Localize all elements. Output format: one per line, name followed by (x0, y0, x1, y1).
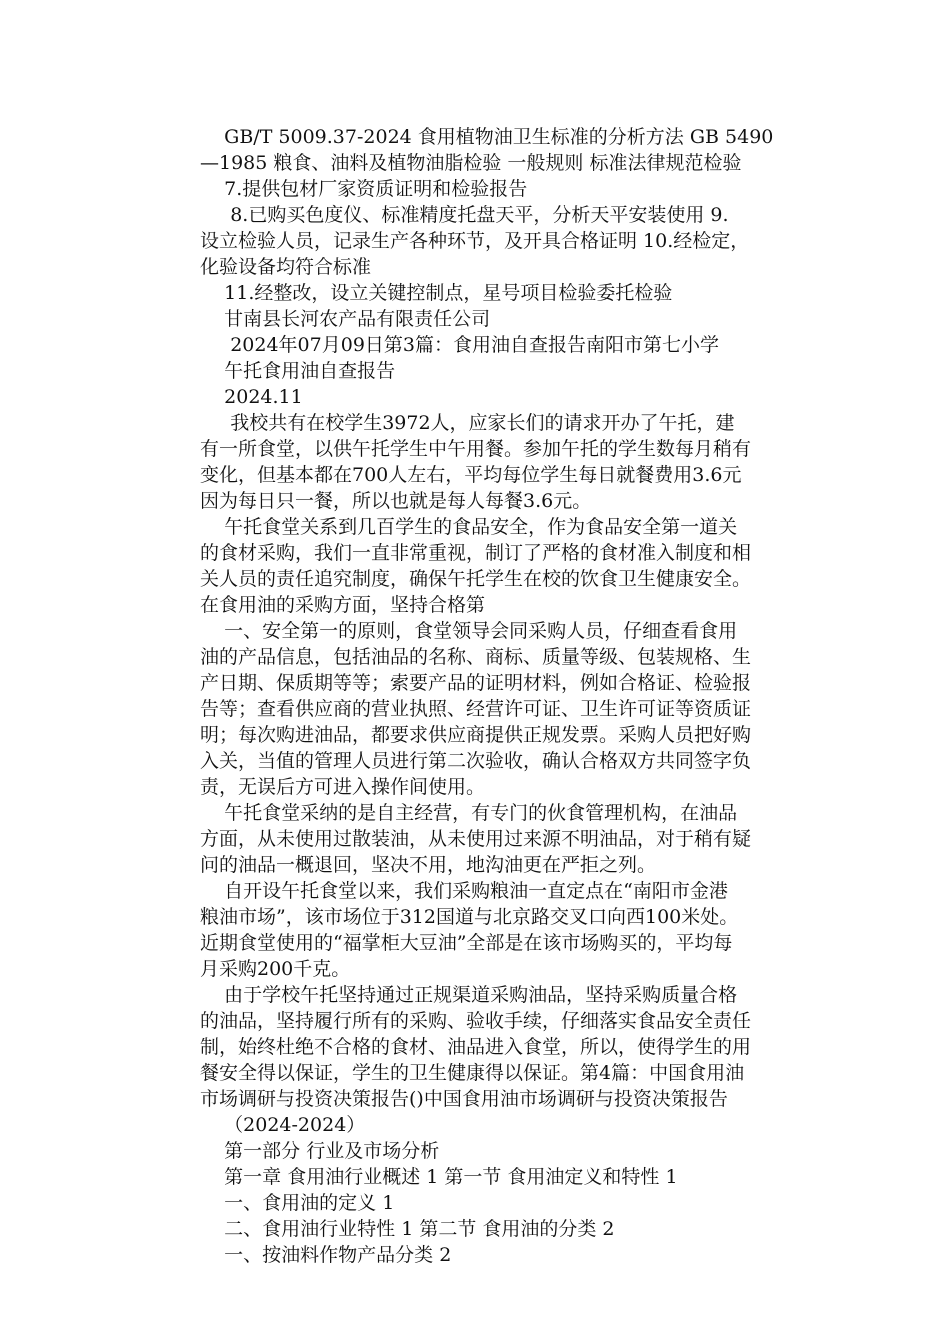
text-line: 第一部分 行业及市场分析 (200, 1140, 440, 1162)
text-line: 一、安全第一的原则，食堂领导会同采购人员，仔细查看食用 (200, 620, 738, 642)
text-line: 粮油市场”，该市场位于312国道与北京路交叉口向西100米处。 (200, 906, 739, 928)
text-line: 7.提供包材厂家资质证明和检验报告 (200, 178, 528, 200)
text-line: 午托食用油自查报告 (200, 360, 396, 382)
text-line: 由于学校午托坚持通过正规渠道采购油品，坚持采购质量合格 (200, 984, 738, 1006)
text-line: 化验设备均符合标准 (200, 256, 372, 278)
text-line: 餐安全得以保证，学生的卫生健康得以保证。第4篇：中国食用油 (200, 1062, 745, 1084)
text-line: 自开设午托食堂以来，我们采购粮油一直定点在“南阳市金港 (200, 880, 728, 902)
text-line: 明；每次购进油品，都要求供应商提供正规发票。采购人员把好购 (200, 724, 752, 746)
text-line: GB/T 5009.37-2024 食用植物油卫生标准的分析方法 GB 5490 (200, 126, 774, 148)
text-line: 产日期、保质期等等；索要产品的证明材料，例如合格证、检验报 (200, 672, 752, 694)
text-line: 告等；查看供应商的营业执照、经营许可证、卫生许可证等资质证 (200, 698, 752, 720)
text-line: 午托食堂关系到几百学生的食品安全，作为食品安全第一道关 (200, 516, 738, 538)
text-line: 一、食用油的定义 1 (200, 1192, 395, 1214)
text-line: 因为每日只一餐，所以也就是每人每餐3.6元。 (200, 490, 592, 512)
text-line: 午托食堂采纳的是自主经营，有专门的伙食管理机构，在油品 (200, 802, 738, 824)
text-line: 8.已购买色度仪、标准精度托盘天平，分析天平安装使用 9. (200, 204, 729, 226)
text-line: 二、食用油行业特性 1 第二节 食用油的分类 2 (200, 1218, 615, 1240)
text-line: 市场调研与投资决策报告()中国食用油市场调研与投资决策报告 (200, 1088, 728, 1110)
text-line: 第一章 食用油行业概述 1 第一节 食用油定义和特性 1 (200, 1166, 678, 1188)
text-line: 方面，从未使用过散装油，从未使用过来源不明油品，对于稍有疑 (200, 828, 752, 850)
text-line: 问的油品一概退回，坚决不用，地沟油更在严拒之列。 (200, 854, 657, 876)
text-line: 我校共有在校学生3972人，应家长们的请求开办了午托，建 (200, 412, 735, 434)
text-line: 制，始终杜绝不合格的食材、油品进入食堂，所以，使得学生的用 (200, 1036, 752, 1058)
text-line: 在食用油的采购方面，坚持合格第 (200, 594, 486, 616)
text-line: 一、按油料作物产品分类 2 (200, 1244, 452, 1266)
text-line: 2024.11 (200, 386, 303, 408)
text-line: 甘南县长河农产品有限责任公司 (200, 308, 491, 330)
text-line: 关人员的责任追究制度，确保午托学生在校的饮食卫生健康安全。 (200, 568, 752, 590)
text-line: 责，无误后方可进入操作间使用。 (200, 776, 486, 798)
text-line: 设立检验人员，记录生产各种环节，及开具合格证明 10.经检定， (200, 230, 750, 252)
text-line: 近期食堂使用的“福掌柜大豆油”全部是在该市场购买的，平均每 (200, 932, 733, 954)
text-line: （2024-2024） (200, 1114, 366, 1136)
text-line: 的食材采购，我们一直非常重视，制订了严格的食材准入制度和相 (200, 542, 752, 564)
text-line: 有一所食堂，以供午托学生中午用餐。参加午托的学生数每月稍有 (200, 438, 752, 460)
text-line: 变化，但基本都在700人左右，平均每位学生每日就餐费用3.6元 (200, 464, 742, 486)
text-line: —1985 粮食、油料及植物油脂检验 一般规则 标准法律规范检验 (200, 152, 742, 174)
text-line: 月采购200千克。 (200, 958, 351, 980)
text-line: 的油品，坚持履行所有的采购、验收手续，仔细落实食品安全责任 (200, 1010, 752, 1032)
text-line: 油的产品信息，包括油品的名称、商标、质量等级、包装规格、生 (200, 646, 752, 668)
text-line: 2024年07月09日第3篇：食用油自查报告南阳市第七小学 (200, 334, 719, 356)
text-line: 11.经整改，设立关键控制点，星号项目检验委托检验 (200, 282, 673, 304)
document-body (200, 124, 810, 1268)
text-line: 入关，当值的管理人员进行第二次验收，确认合格双方共同签字负 (200, 750, 752, 772)
